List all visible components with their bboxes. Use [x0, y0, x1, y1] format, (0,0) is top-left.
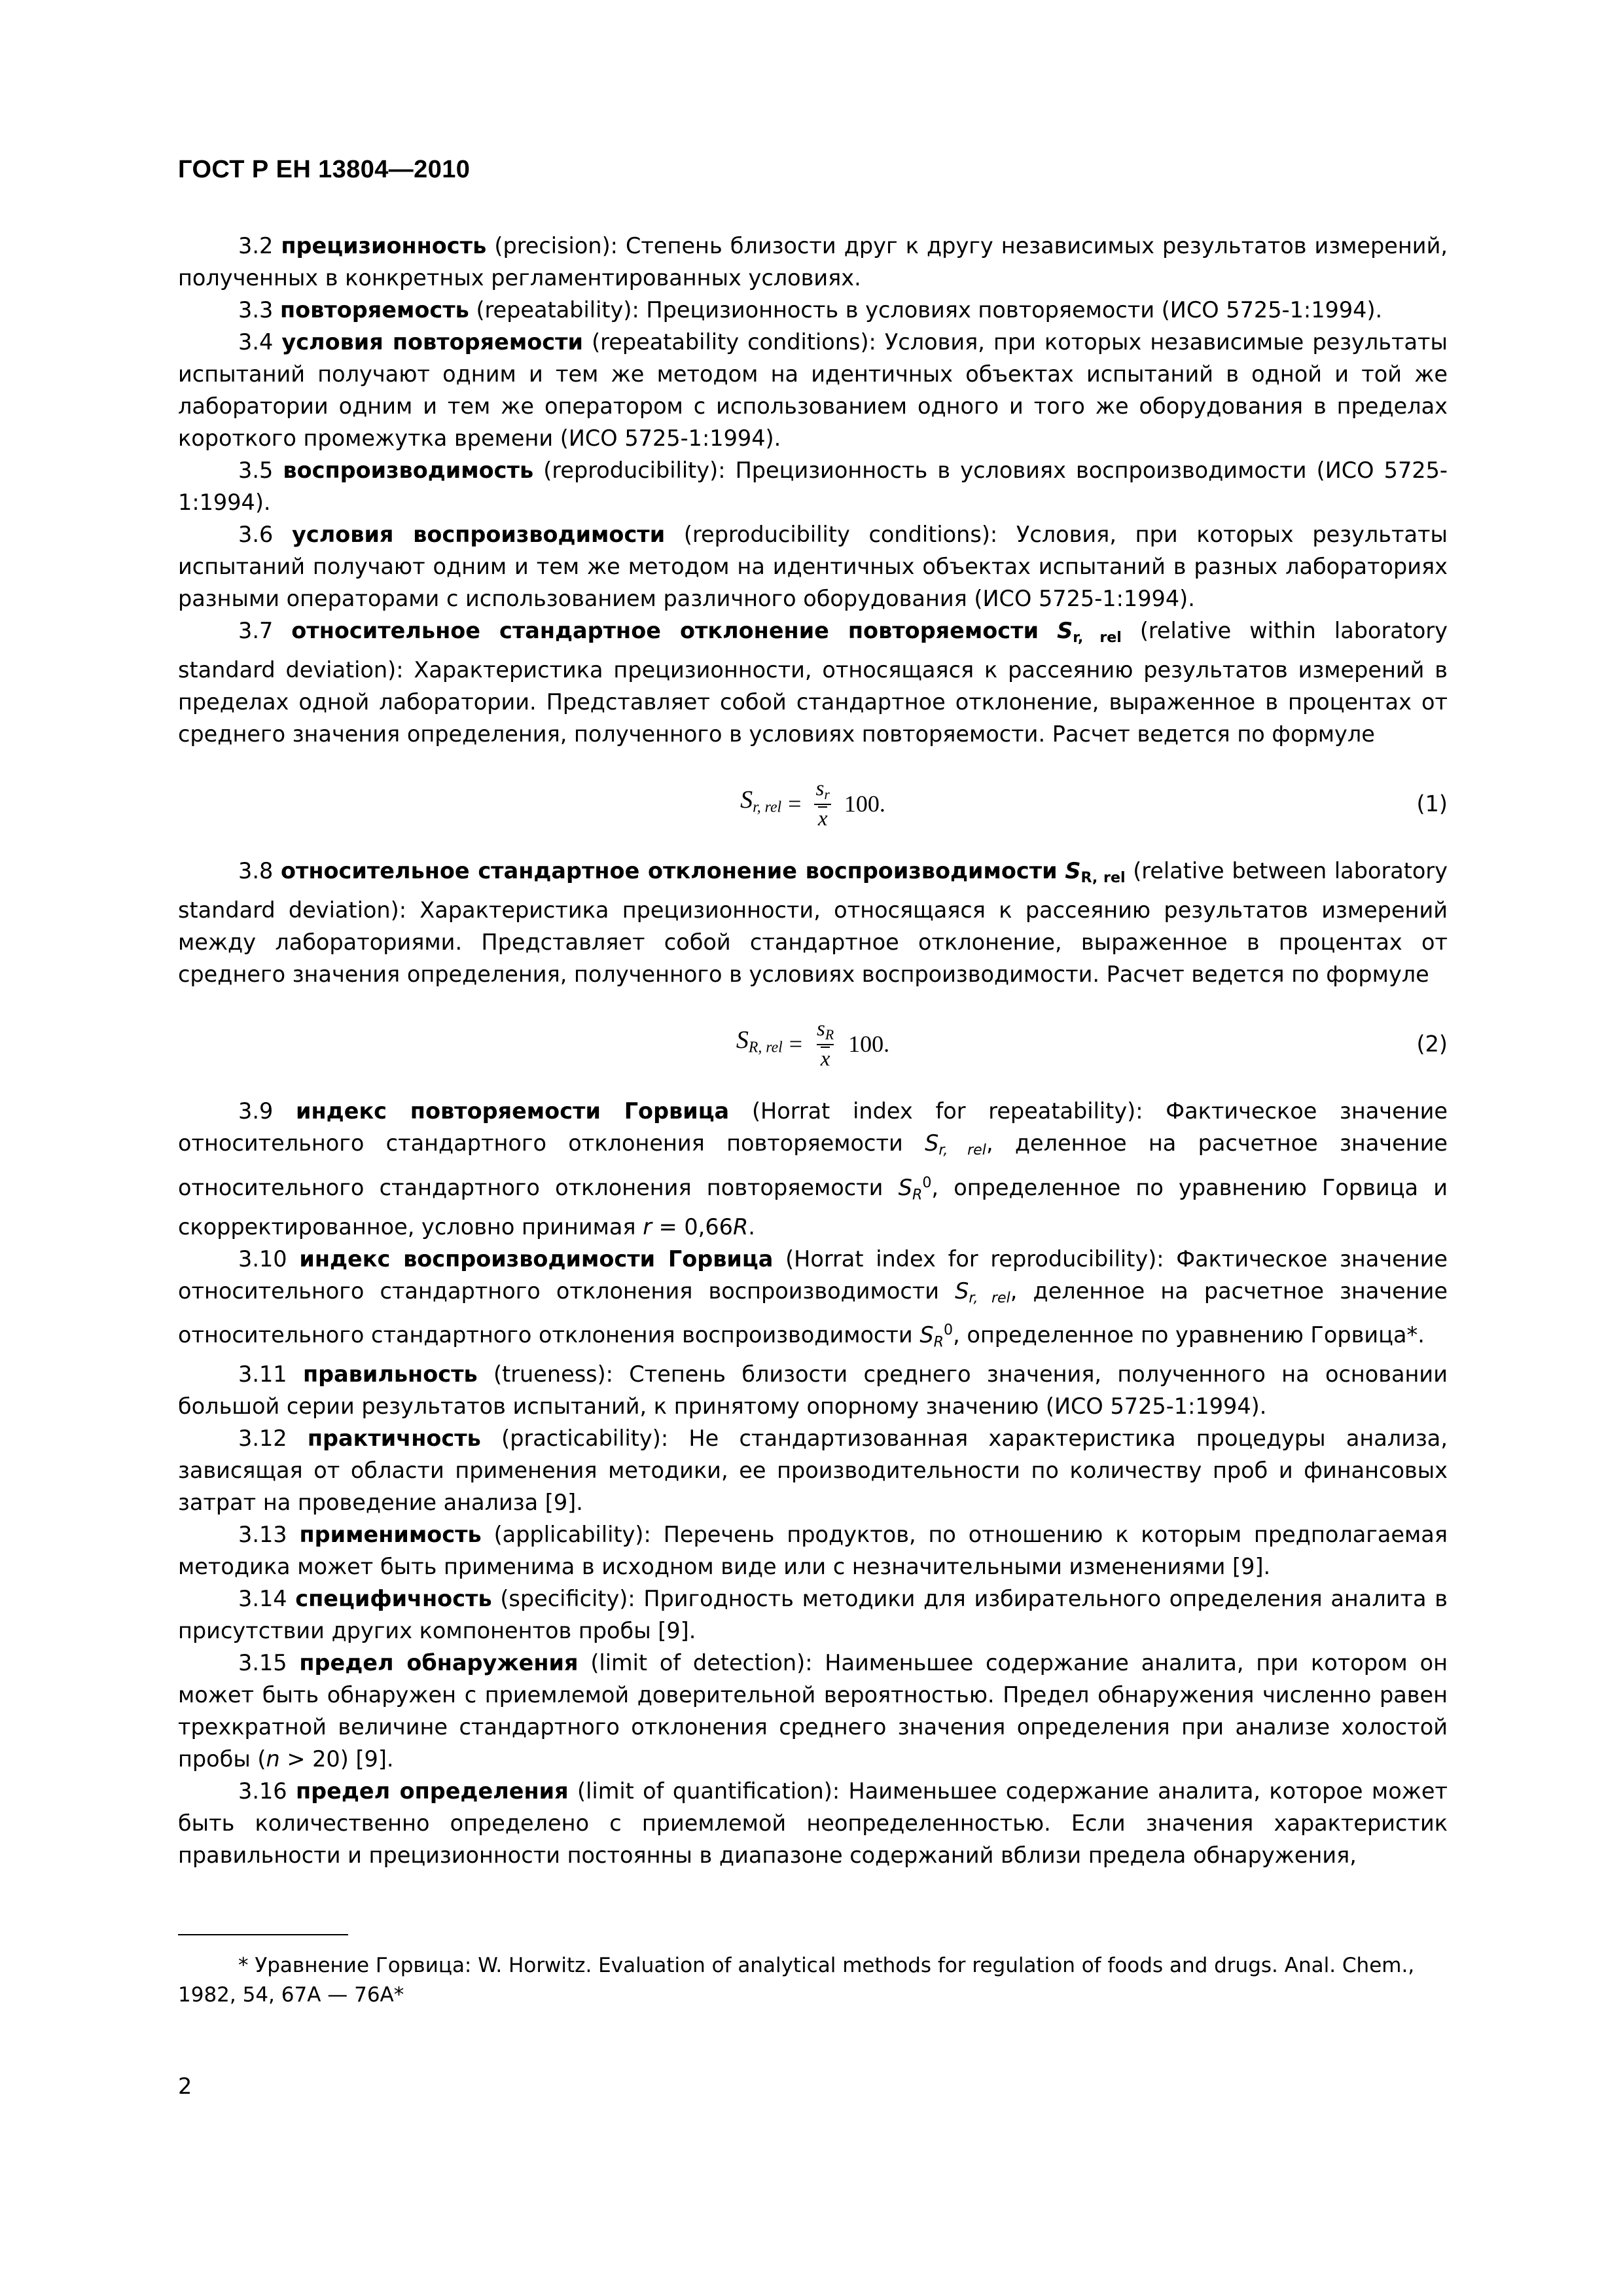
formula-1-num-sub: r [824, 786, 830, 802]
clause-3-11 [178, 1358, 1448, 1422]
clause-3-3 [178, 294, 1448, 326]
clause-text-part4: = 0,66 [652, 1213, 733, 1240]
formula-1-fraction [812, 778, 833, 831]
formula-2-expression [736, 1018, 889, 1071]
clause-text-part2: > 20) [9]. [279, 1746, 394, 1772]
clause-3-5 [178, 454, 1448, 518]
formula-1-number: (1) [1416, 791, 1448, 817]
clause-term: применимость [299, 1522, 482, 1548]
clause-term: воспроизводимость [283, 457, 534, 483]
clause-en: (trueness) [493, 1361, 606, 1388]
clause-id: 3.14 [238, 1586, 287, 1612]
clause-en: (relative between laboratory standard deviation) [178, 858, 1448, 924]
clause-3-15 [178, 1647, 1448, 1775]
clause-symbol-2-sup: 0 [943, 1321, 954, 1339]
clause-id: 3.9 [238, 1098, 274, 1124]
document-header: ГОСТ Р ЕН 13804—2010 [178, 156, 471, 183]
clause-en: (practicability) [501, 1426, 661, 1452]
formula-2-num-base: s [817, 1017, 825, 1041]
clause-id: 3.16 [238, 1778, 287, 1804]
clause-en: (reproducibility conditions) [683, 522, 990, 547]
clause-3-8 [178, 855, 1448, 990]
clause-term: практичность [307, 1426, 481, 1452]
footnote-line-1: * Уравнение Горвица: W. Horwitz. Evaluation of analytical methods for regulation of foods and drugs. Anal. Chem., [238, 1954, 1415, 1977]
clause-en: (Horrat index for repeatability) [751, 1098, 1136, 1124]
clause-en: (reproducibility) [543, 457, 719, 483]
clause-symbol-2-sup: 0 [922, 1174, 932, 1191]
clause-id: 3.8 [238, 858, 274, 884]
clause-en: (limit of detection) [590, 1650, 806, 1676]
clause-text: : Наименьшее содержание аналита, которое может быть количественно определено с приемлемой неопределенностью. Если значения характеристик правильности и прецизионности постоянны в диапазоне содержаний вблизи предела обнаружения, [178, 1778, 1448, 1869]
page-number: 2 [178, 2073, 192, 2099]
clause-symbol-2-sub: R [933, 1333, 944, 1351]
clause-3-14 [178, 1583, 1448, 1647]
clause-text: : Степень близости друг к другу независимых результатов измерений, полученных в конкретных регламентированных условиях. [178, 233, 1448, 291]
clause-term: условия воспроизводимости [292, 522, 666, 547]
clause-text-part5: . [748, 1213, 755, 1240]
formula-1-denominator [814, 804, 832, 831]
formula-2-equals: = [789, 1030, 803, 1057]
clause-id: 3.4 [238, 329, 274, 355]
clause-term: индекс повторяемости Горвица [296, 1098, 730, 1124]
formula-1 [178, 772, 1448, 835]
clause-text-part1: : Фактическое значение относительного стандартного отклонения повторяемости [178, 1098, 1448, 1157]
formula-2-factor: 100. [848, 1030, 890, 1057]
clause-text-part3: , определенное по уравнению Горвица и скорректированное, условно принимая [178, 1174, 1448, 1240]
clause-text: : Прецизионность в условиях повторяемости (ИСО 5725-1:1994). [632, 297, 1383, 323]
clause-id: 3.7 [238, 618, 274, 643]
clause-italic-R: R [732, 1213, 749, 1240]
body-text [178, 230, 1448, 1871]
clause-symbol-1-sub: r, rel [938, 1141, 986, 1159]
clause-text-part3: , определенное по уравнению Горвица*. [953, 1322, 1425, 1348]
formula-1-lhs-base: S [740, 785, 753, 814]
clause-symbol-base: S [1057, 618, 1073, 643]
clause-3-6 [178, 518, 1448, 615]
footnote-block [178, 1934, 1448, 2010]
clause-en: (applicability) [493, 1522, 644, 1548]
clause-text: : Прецизионность в условиях воспроизводимости (ИСО 5725-1:1994). [178, 457, 1448, 515]
clause-id: 3.5 [238, 457, 274, 483]
clause-term: относительное стандартное отклонение повторяемости [291, 618, 1039, 643]
clause-term: прецизионность [281, 233, 487, 259]
clause-term: относительное стандартное отклонение воспроизводимости [280, 858, 1058, 884]
formula-2-lhs-base: S [736, 1026, 749, 1054]
clause-symbol-base: S [1065, 858, 1081, 884]
clause-symbol-1-sub: r, rel [969, 1289, 1010, 1307]
formula-1-lhs-sub: r, rel [753, 798, 782, 816]
page-content [178, 0, 1448, 1871]
clause-id: 3.11 [238, 1361, 287, 1388]
clause-id: 3.10 [238, 1246, 287, 1272]
formula-2-fraction [813, 1018, 838, 1071]
clause-text-part1: : Фактическое значение относительного стандартного отклонения воспроизводимости [178, 1246, 1448, 1304]
clause-symbol-2-base: S [898, 1174, 912, 1200]
clause-italic-r: r [643, 1213, 652, 1240]
footnote-divider [178, 1934, 348, 1935]
formula-2-denominator [817, 1044, 834, 1071]
clause-en: (relative within laboratory standard deviation) [178, 618, 1448, 683]
formula-2 [178, 1013, 1448, 1075]
clause-term: предел обнаружения [299, 1650, 579, 1676]
clause-id: 3.12 [238, 1426, 287, 1452]
clause-en: (repeatability conditions) [592, 329, 869, 355]
clause-3-9 [178, 1095, 1448, 1243]
clause-text-part2: , деленное на расчетное значение относительного стандартного отклонения повторяемости [178, 1130, 1448, 1200]
clause-term: правильность [302, 1361, 478, 1388]
clause-3-12 [178, 1422, 1448, 1518]
clause-en: (Horrat index for reproducibility) [785, 1246, 1157, 1272]
clause-text: : Перечень продуктов, по отношению к которым предполагаемая методика может быть применима в исходном виде или с незначительными изменениями [9]. [178, 1522, 1448, 1580]
clause-text: : Условия, при которых независимые результаты испытаний получают одним и тем же методом на идентичных объектах испытаний в одной и той же лаборатории одним и тем же оператором с использованием одного и того же оборудования в пределах короткого промежутка времени (ИСО 5725-1:1994). [178, 329, 1448, 451]
formula-2-number: (2) [1416, 1031, 1448, 1057]
footnote-line-2: 1982, 54, 67А — 76А* [178, 1983, 404, 2007]
clause-3-10 [178, 1243, 1448, 1359]
formula-2-num-sub: R [825, 1027, 834, 1043]
formula-1-expression [740, 778, 885, 831]
clause-en: (repeatability) [476, 297, 632, 323]
clause-id: 3.6 [238, 522, 274, 547]
clause-term: специфичность [295, 1586, 492, 1612]
clause-text: : Характеристика прецизионности, относящаяся к рассеянию результатов измерений между лабораториями. Представляет собой стандартное отклонение, выраженное в процентах от среднего значения определения, полученного в условиях воспроизводимости. Расчет ведется по формуле [178, 897, 1448, 988]
clause-en: (precision) [494, 233, 611, 259]
formula-1-factor: 100. [844, 790, 885, 817]
clause-italic-n: n [266, 1746, 280, 1772]
formula-2-numerator [813, 1018, 838, 1044]
clause-symbol-1-base: S [955, 1278, 969, 1304]
clause-text: : Пригодность методики для избирательного определения аналита в присутствии других компонентов пробы [9]. [178, 1586, 1448, 1644]
clause-3-7 [178, 615, 1448, 750]
clause-text: : Степень близости среднего значения, полученного на основании большой серии результатов испытаний, к принятому опорному значению (ИСО 5725-1:1994). [178, 1361, 1448, 1420]
clause-term: индекс воспроизводимости Горвица [299, 1246, 774, 1272]
clause-symbol-sub: r, rel [1073, 629, 1122, 647]
clause-text-part2: , деленное на расчетное значение относительного стандартного отклонения воспроизводимости [178, 1278, 1448, 1348]
formula-1-den-base: x [817, 806, 828, 831]
clause-text: : Не стандартизованная характеристика процедуры анализа, зависящая от области применения методики, ее производительности по количеству проб и финансовых затрат на проведение анализа [9]. [178, 1426, 1448, 1516]
clause-symbol-2-base: S [919, 1322, 934, 1348]
formula-1-num-base: s [815, 776, 825, 800]
formula-2-den-base: x [820, 1047, 830, 1071]
clause-en: (specificity) [500, 1586, 628, 1612]
clause-symbol-1-base: S [925, 1130, 939, 1157]
clause-3-13 [178, 1518, 1448, 1583]
footnote-text [178, 1951, 1448, 2010]
clause-id: 3.15 [238, 1650, 287, 1676]
clause-id: 3.2 [238, 233, 274, 259]
clause-text: : Характеристика прецизионности, относящаяся к рассеянию результатов измерений в пределах одной лаборатории. Представляет собой стандартное отклонение, выраженное в процентах от среднего значения определения, полученного в условиях повторяемости. Расчет ведется по формуле [178, 657, 1448, 747]
clause-term: условия повторяемости [281, 329, 584, 355]
clause-3-16 [178, 1775, 1448, 1871]
clause-term: повторяемость [279, 297, 469, 323]
clause-text-part1: : Наименьшее содержание аналита, при котором он может быть обнаружен с приемлемой доверительной вероятностью. Предел обнаружения численно равен трехкратной величине стандартного отклонения среднего значения определения при анализе холостой пробы ( [178, 1650, 1448, 1772]
clause-en: (limit of quantification) [577, 1778, 832, 1804]
clause-text: : Условия, при которых результаты испытаний получают одним и тем же методом на идентичных объектах испытаний в разных лабораториях разными операторами с использованием различного оборудования (ИСО 5725-1:1994). [178, 522, 1448, 611]
formula-1-equals: = [788, 790, 802, 817]
formula-1-numerator [812, 778, 833, 804]
clause-3-4 [178, 326, 1448, 454]
clause-term: предел определения [296, 1778, 569, 1804]
clause-symbol-sub: R, rel [1080, 869, 1126, 887]
formula-2-lhs-sub: R, rel [748, 1039, 783, 1056]
clause-symbol-2-sub: R [912, 1185, 923, 1203]
clause-3-2 [178, 230, 1448, 294]
clause-id: 3.13 [238, 1522, 287, 1548]
clause-id: 3.3 [238, 297, 274, 323]
